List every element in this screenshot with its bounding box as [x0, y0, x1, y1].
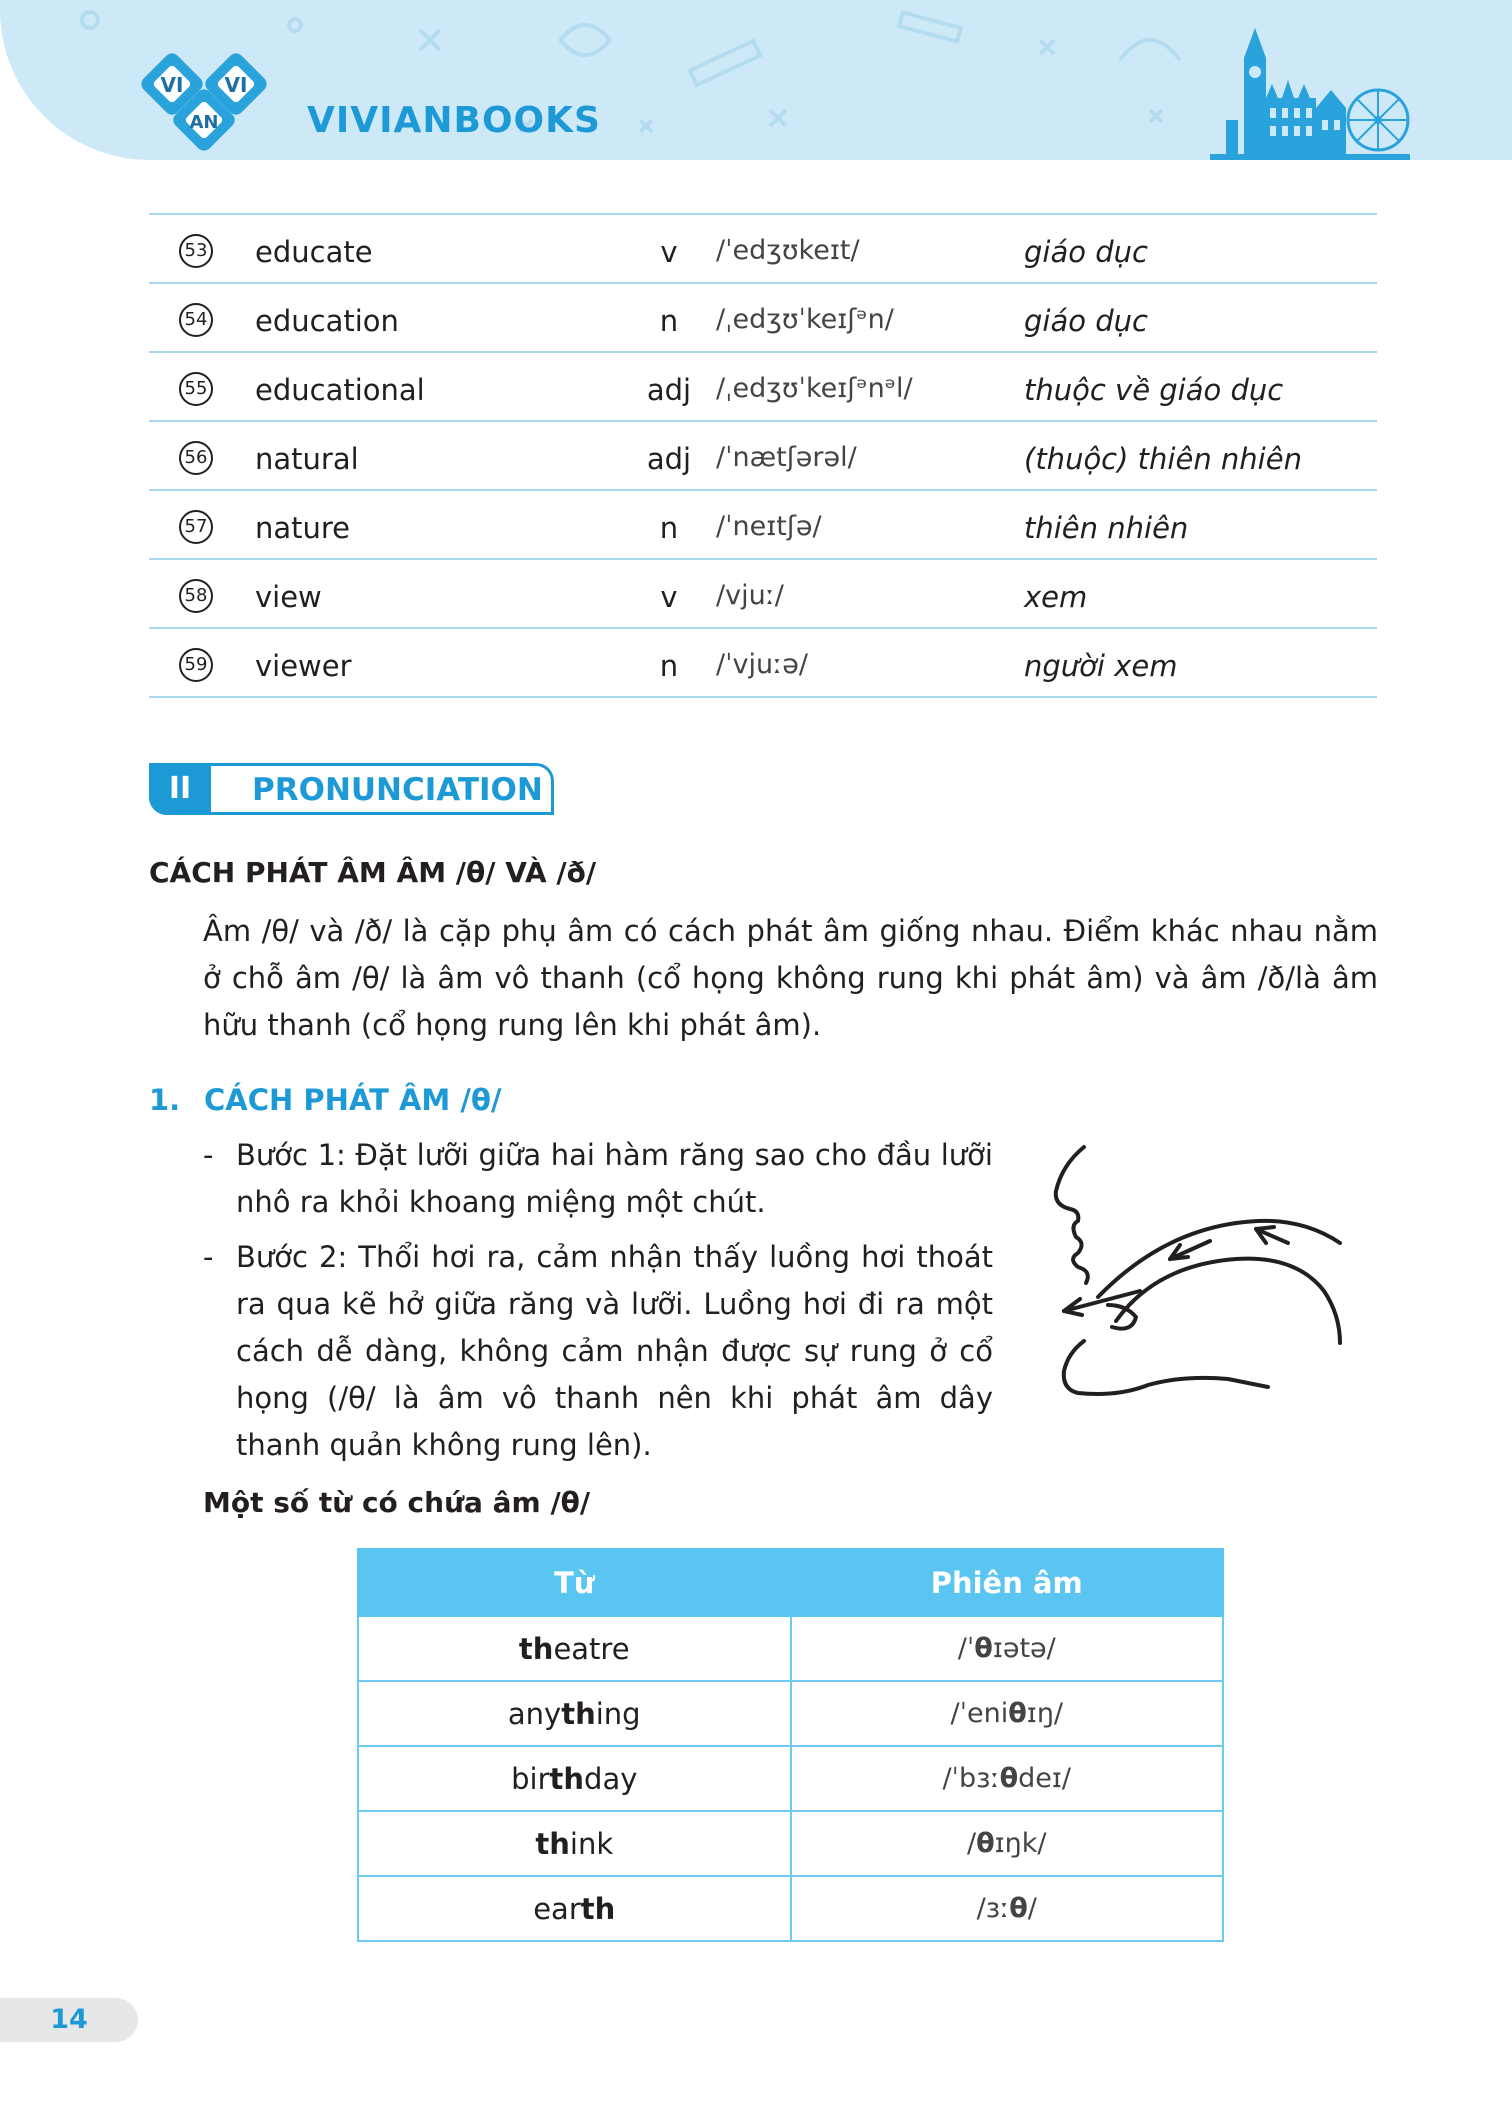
step-item: - Bước 1: Đặt lưỡi giữa hai hàm răng sao cho đầu lưỡi nhô ra khỏi khoang miệng một chút.: [203, 1132, 993, 1226]
table-row: [358, 1876, 1223, 1941]
sub-heading-number: 1.: [149, 1083, 181, 1117]
part-of-speech: v: [660, 580, 678, 614]
table-row: [358, 1811, 1223, 1876]
item-number: 53: [179, 234, 213, 268]
word-cell: theatre: [358, 1616, 791, 1681]
phonetic: /ˌedʒʊˈkeɪʃᵊnᵊl/: [716, 373, 913, 404]
vocab-word: educational: [255, 373, 425, 407]
part-of-speech: adj: [646, 442, 692, 476]
theta-words-table: [357, 1548, 1224, 1942]
part-of-speech: n: [659, 511, 679, 545]
column-header-phonetic: Phiên âm: [791, 1549, 1224, 1616]
word-cell: think: [358, 1811, 791, 1876]
vocabulary-table: [149, 213, 1377, 698]
brand-name: VIVIANBOOKS: [307, 100, 601, 141]
section-number: II: [149, 763, 211, 815]
table-header-row: [358, 1549, 1223, 1616]
vocab-row: [149, 420, 1377, 489]
phonetic: /ˌedʒʊˈkeɪʃᵊn/: [716, 304, 894, 335]
phonetic: /ˈnætʃərəl/: [716, 442, 857, 473]
meaning: xem: [1024, 580, 1088, 614]
vocab-row: [149, 213, 1377, 282]
part-of-speech: adj: [646, 373, 692, 407]
page-header: [0, 0, 1512, 160]
meaning: người xem: [1024, 649, 1178, 683]
item-number: 57: [179, 510, 213, 544]
meaning: thuộc về giáo dục: [1024, 373, 1284, 407]
page-number: 14: [0, 1998, 138, 2042]
mouth-diagram-illustration: [1020, 1135, 1380, 1425]
item-number: 54: [179, 303, 213, 337]
logo-letter-2: VI: [224, 73, 248, 97]
meaning: giáo dục: [1024, 235, 1148, 269]
vocab-word: view: [255, 580, 322, 614]
step-item: - Bước 2: Thổi hơi ra, cảm nhận thấy luồng hơi thoát ra qua kẽ hở giữa răng và lưỡi. Luồng hơi đi ra một cách dễ dàng, không cảm nhận được sự rung ở cổ họng (/θ/ là âm vô thanh nên khi phát âm dây thanh quản không rung lên).: [203, 1234, 993, 1469]
main-heading: CÁCH PHÁT ÂM ÂM /θ/ VÀ /ð/: [149, 856, 597, 889]
meaning: giáo dục: [1024, 304, 1148, 338]
vocab-word: nature: [255, 511, 351, 545]
sub-heading: [149, 1083, 501, 1117]
vocab-row: [149, 282, 1377, 351]
phonetic: /ˈedʒʊkeɪt/: [716, 235, 860, 266]
phonetic-cell: /ˈbɜːθdeɪ/: [791, 1746, 1224, 1811]
phonetic: /ˈvjuːə/: [716, 649, 808, 680]
word-cell: anything: [358, 1681, 791, 1746]
vocab-word: educate: [255, 235, 373, 269]
item-number: 55: [179, 372, 213, 406]
sub-heading-title: CÁCH PHÁT ÂM /θ/: [204, 1083, 502, 1117]
steps-list: [203, 1132, 993, 1477]
phonetic-cell: /θɪŋk/: [791, 1811, 1224, 1876]
table-row: [358, 1616, 1223, 1681]
vocab-word: education: [255, 304, 399, 338]
vocab-row: [149, 627, 1377, 698]
vocab-row: [149, 489, 1377, 558]
section-title: PRONUNCIATION: [252, 772, 543, 808]
table-row: [358, 1746, 1223, 1811]
table-row: [358, 1681, 1223, 1746]
word-cell: birthday: [358, 1746, 791, 1811]
phonetic-cell: /ɜːθ/: [791, 1876, 1224, 1941]
part-of-speech: n: [659, 649, 679, 683]
part-of-speech: n: [659, 304, 679, 338]
meaning: thiên nhiên: [1024, 511, 1189, 545]
logo-letter-1: VI: [160, 73, 184, 97]
vocab-word: viewer: [255, 649, 352, 683]
phonetic: /ˈneɪtʃə/: [716, 511, 822, 542]
logo-letter-3: AN: [189, 112, 219, 133]
vocab-row: [149, 558, 1377, 627]
item-number: 59: [179, 648, 213, 682]
word-cell: earth: [358, 1876, 791, 1941]
section-banner: [149, 763, 554, 815]
column-header-word: Từ: [358, 1549, 791, 1616]
vocab-word: natural: [255, 442, 359, 476]
item-number: 58: [179, 579, 213, 613]
vocab-row: [149, 351, 1377, 420]
meaning: (thuộc) thiên nhiên: [1024, 442, 1302, 476]
phonetic-cell: /ˈeniθɪŋ/: [791, 1681, 1224, 1746]
intro-paragraph: Âm /θ/ và /ð/ là cặp phụ âm có cách phát âm giống nhau. Điểm khác nhau nằm ở chỗ âm /θ/ là âm vô thanh (cổ họng không rung khi phát âm) và âm /ð/là âm hữu thanh (cổ họng rung lên khi phát âm).: [203, 914, 1378, 1042]
words-heading: Một số từ có chứa âm /θ/: [203, 1486, 591, 1519]
phonetic: /vjuː/: [716, 580, 784, 611]
phonetic-cell: /ˈθɪətə/: [791, 1616, 1224, 1681]
part-of-speech: v: [660, 235, 678, 269]
item-number: 56: [179, 441, 213, 475]
london-skyline-icon: [1210, 28, 1410, 160]
vivianbooks-logo: [140, 52, 290, 157]
